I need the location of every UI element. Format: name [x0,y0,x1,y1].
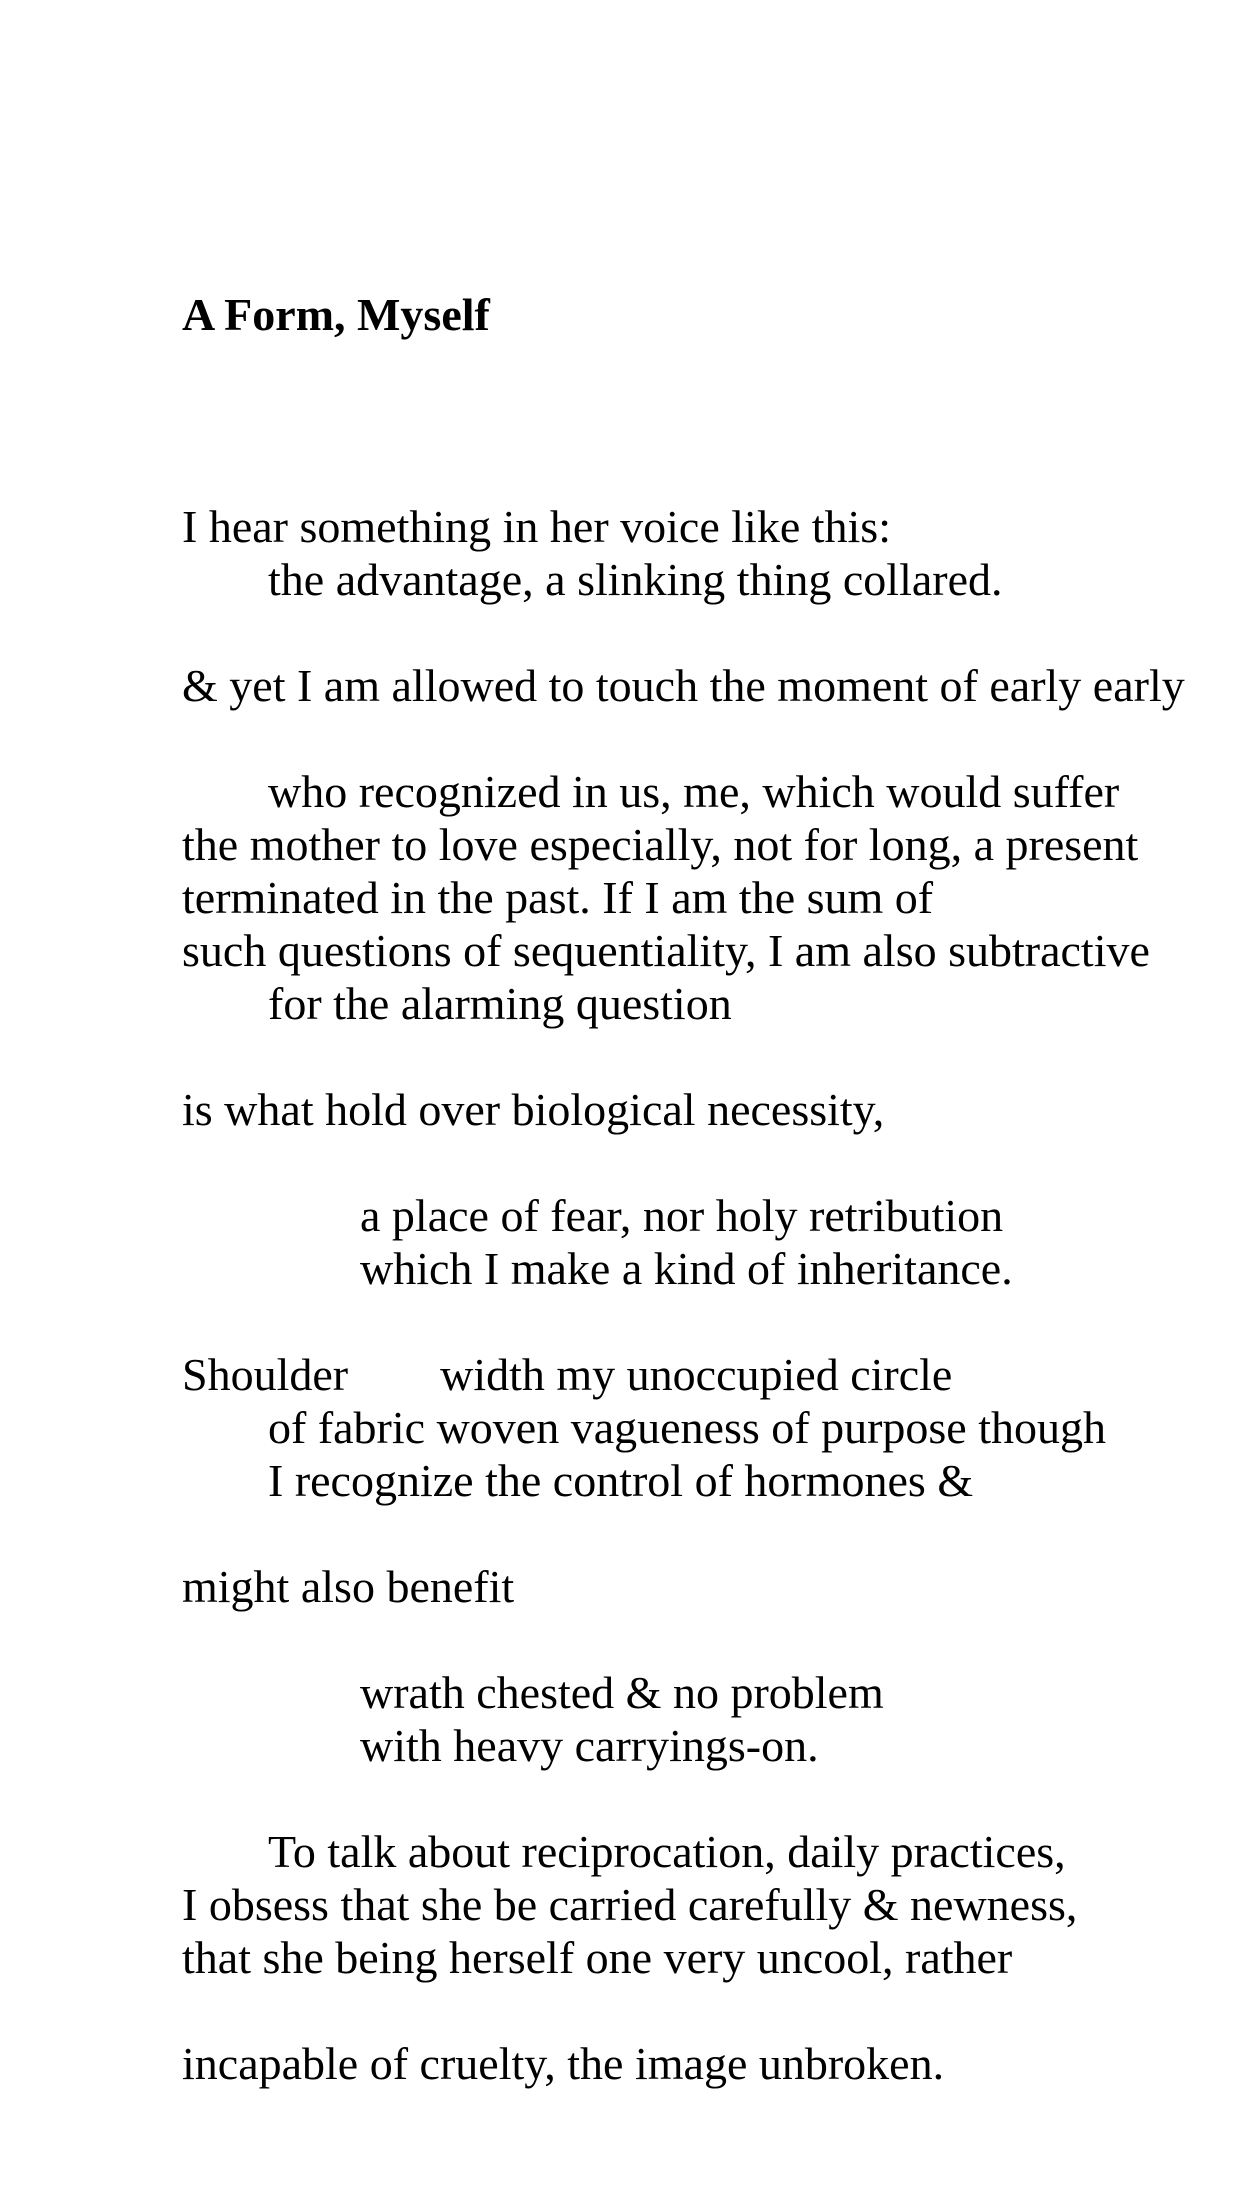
poem-stanza [182,1348,1222,1507]
poem-line: is what hold over biological necessity, [182,1084,885,1135]
poem-stanza [182,1560,1222,1613]
poem-line: I recognize the control of hormones & [268,1455,974,1506]
poem [182,182,1222,2208]
poem-line: might also benefit [182,1561,515,1612]
poem-line: who recognized in us, me, which would suffer [268,766,1120,817]
poem-line: a place of fear, nor holy retribution [360,1190,1004,1241]
poem-line: that she being herself one very uncool, rather [182,1932,1013,1983]
poem-stanza [182,2037,1222,2090]
poem-line: which I make a kind of inheritance. [360,1243,1013,1294]
poem-line: the mother to love especially, not for long, a present [182,819,1139,870]
poem-line: with heavy carryings-on. [360,1720,819,1771]
poem-title: A Form, Myself [182,289,490,340]
poem-line: & yet I am allowed to touch the moment of early early [182,660,1185,711]
poem-stanza [182,1189,1222,1295]
poem-line: Shoulder width my unoccupied circle [182,1349,953,1400]
poem-line: such questions of sequentiality, I am also subtractive [182,925,1150,976]
poem-line: To talk about reciprocation, daily practices, [268,1826,1066,1877]
poem-stanza [182,1666,1222,1772]
poem-line: for the alarming question [268,978,732,1029]
poem-line: incapable of cruelty, the image unbroken. [182,2038,945,2089]
poem-line: wrath chested & no problem [360,1667,884,1718]
poem-line: of fabric woven vagueness of purpose though [268,1402,1106,1453]
poem-stanza [182,500,1222,606]
poem-stanza [182,765,1222,1030]
poem-body [182,500,1222,2090]
poem-line: the advantage, a slinking thing collared. [268,554,1003,605]
poem-stanza [182,659,1222,712]
poem-line: I hear something in her voice like this: [182,501,891,552]
poem-stanza [182,1825,1222,1984]
poem-stanza [182,1083,1222,1136]
poem-line: I obsess that she be carried carefully & newness, [182,1879,1078,1930]
poem-line: terminated in the past. If I am the sum of [182,872,934,923]
